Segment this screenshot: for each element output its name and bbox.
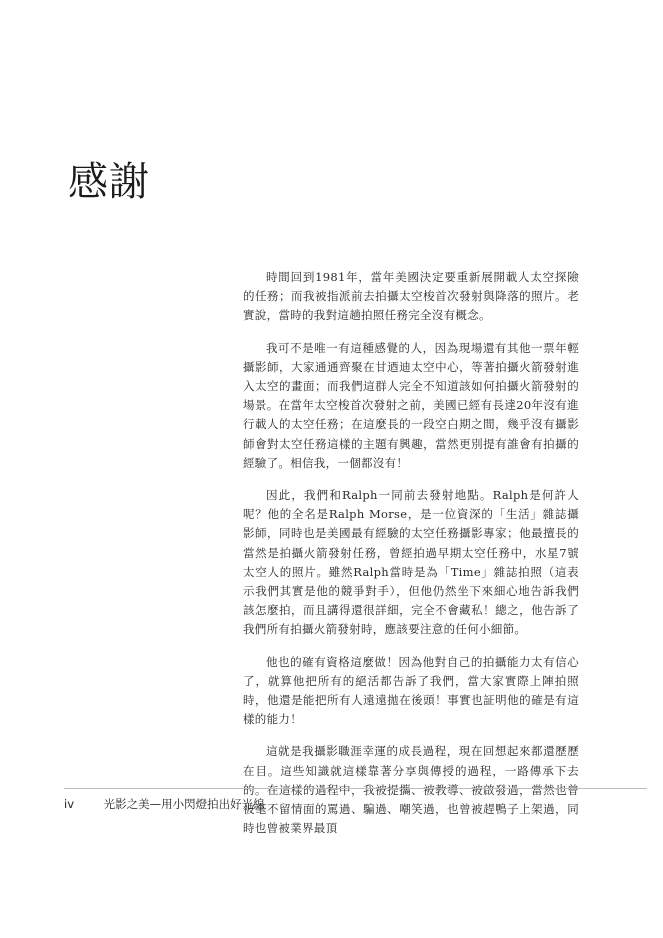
chapter-title: 感謝 — [68, 159, 150, 205]
paragraph-4: 他也的確有資格這麼做！因為他對自己的拍攝能力太有信心了，就算他把所有的絕活都告訴了我們，當大家實際上陣拍照時，他還是能把所有人遠遠拋在後頭！事實也証明他的確是有這樣的能力！ — [243, 654, 579, 727]
page-number: iv — [64, 797, 75, 811]
paragraph-2: 我可不是唯一有這種感覺的人，因為現場還有其他一票年輕攝影師，大家通通齊聚在甘迺迪太空中心，等著拍攝火箭發射進入太空的畫面；而我們這群人完全不知道該如何拍攝火箭發射的場景。在當年太空梭首次發射之前，美國已經有長達20年沒有進行載人的太空任務；在這麼長的一段空白期之間，幾乎沒有攝影師會對太空任務這樣的主題有興趣，當然更別提有誰會有拍攝的經驗了。相信我，一個都沒有！ — [243, 340, 579, 470]
paragraph-3: 因此，我們和Ralph一同前去發射地點。Ralph是何許人呢？他的全名是Ralph Morse，是一位資深的「生活」雜誌攝影師，同時也是美國最有經驗的太空任務攝影專家；他最擅長的當然是拍攝火箭發射任務，曾經拍過早期太空任務中，水星7號太空人的照片。雖然Ralph當時是為「Time」雜誌拍照（這表示我們其實是他的競爭對手），但他仍然坐下來細心地告訴我們該怎麼拍，而且講得還很詳細，完全不會藏私！總之，他告訴了我們所有拍攝火箭發射時，應該要注意的任何小細節。 — [243, 488, 579, 637]
body-text — [243, 268, 579, 851]
page-footer — [64, 796, 265, 812]
paragraph-1: 時間回到1981年，當年美國決定要重新展開載人太空探險的任務；而我被指派前去拍攝太空梭首次發射與降落的照片。老實說，當時的我對這趟拍照任務完全沒有概念。 — [243, 270, 579, 323]
running-title: 光影之美—用小閃燈拍出好光線 — [103, 797, 265, 811]
paragraph-5: 這就是我攝影職涯幸運的成長過程，現在回想起來都還歷歷在目。這些知識就這樣靠著分享與傳授的過程，一路傳承下去的。在這樣的過程中，我被提攜、被教導、被啟發過，當然也曾被毫不留情面的罵過、騙過、嘲笑過，也曾被趕鴨子上架過，同時也曾被業界最頂 — [243, 744, 579, 836]
footer-divider — [64, 788, 647, 789]
